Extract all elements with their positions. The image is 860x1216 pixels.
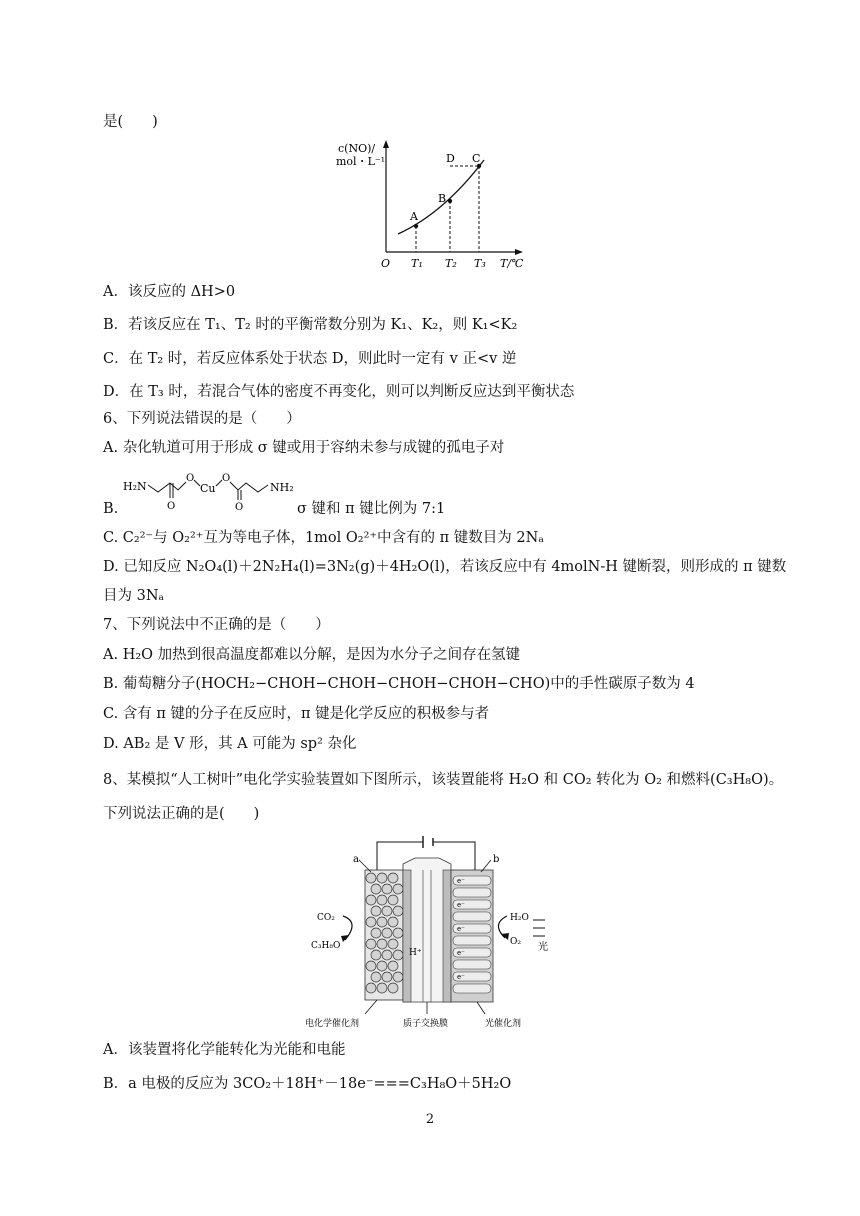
- struct-o2: O: [186, 473, 195, 484]
- o2-label: O₂: [510, 937, 521, 947]
- question-lead: 是( ): [103, 114, 158, 130]
- page-number: 2: [425, 1112, 435, 1127]
- tick-t1: T₁: [411, 257, 423, 270]
- co2-label: CO₂: [317, 913, 335, 923]
- electron-2: e⁻: [457, 901, 465, 909]
- x-axis-label: T/℃: [500, 257, 524, 270]
- q6-stem: 6、下列说法错误的是（ ）: [103, 411, 301, 427]
- q7-option-d: D. AB₂ 是 V 形，其 A 可能为 sp² 杂化: [103, 736, 357, 752]
- electron-1: e⁻: [457, 877, 465, 885]
- struct-o3: O: [222, 473, 231, 484]
- q7-stem: 7、下列说法中不正确的是（ ）: [103, 617, 330, 633]
- q8-option-a: A．该装置将化学能转化为光能和电能: [103, 1042, 346, 1058]
- struct-o1: O: [167, 501, 176, 512]
- electron-4: e⁻: [457, 949, 465, 957]
- q5-option-a: A．该反应的 ΔH>0: [103, 284, 236, 300]
- struct-nh2: NH₂: [270, 481, 294, 494]
- struct-h2n: H₂N: [123, 480, 147, 493]
- point-d-label: D: [446, 152, 455, 165]
- point-c-label: C: [472, 152, 481, 165]
- q6-option-d-line1: D. 已知反应 N₂O₄(l)＋2N₂H₄(l)=3N₂(g)＋4H₂O(l)，若该反应中有 4molN-H 键断裂，则形成的 π 键数: [103, 559, 787, 575]
- artificial-leaf-diagram: [305, 832, 555, 1030]
- y-axis-label-1: c(NO)/: [338, 142, 376, 155]
- concentration-temperature-chart: [334, 138, 530, 274]
- label-electrochemical-catalyst: 电化学催化剂: [305, 1019, 360, 1029]
- q6-option-b-label: B.: [103, 501, 119, 517]
- q8-stem-line1: 8、某模拟“人工树叶”电化学实验装置如下图所示，该装置能将 H₂O 和 CO₂ 转化为 O₂ 和燃料(C₃H₈O)。: [103, 772, 784, 788]
- struct-o4: O: [235, 502, 244, 513]
- q6-option-b-text: σ 键和 π 键比例为 7:1: [297, 501, 446, 517]
- q7-option-b: B. 葡萄糖分子(HOCH₂−CHOH−CHOH−CHOH−CHOH−CHO)中的手性碳原子数为 4: [103, 676, 695, 692]
- electron-5: e⁻: [457, 973, 465, 981]
- label-proton-membrane: 质子交换膜: [403, 1019, 449, 1029]
- q5-option-c: C．在 T₂ 时，若反应体系处于状态 D，则此时一定有 v 正<v 逆: [103, 351, 517, 367]
- point-b-label: B: [438, 192, 447, 205]
- label-photocatalyst: 光催化剂: [485, 1019, 522, 1029]
- h2o-label: H₂O: [510, 913, 529, 923]
- tick-t3: T₃: [474, 257, 486, 270]
- light-label: 光: [538, 942, 548, 953]
- c3h8o-label: C₃H₈O: [311, 941, 341, 951]
- electron-3: e⁻: [457, 925, 465, 933]
- point-a-label: A: [410, 210, 418, 223]
- glycine-copper-structure: [120, 468, 295, 514]
- q5-option-d: D．在 T₃ 时，若混合气体的密度不再变化，则可以判断反应达到平衡状态: [103, 384, 575, 400]
- q5-option-b: B．若该反应在 T₁、T₂ 时的平衡常数分别为 K₁、K₂，则 K₁<K₂: [103, 317, 518, 333]
- electrode-a-label: a: [353, 854, 359, 865]
- tick-t2: T₂: [445, 257, 457, 270]
- q6-option-c: C. C₂²⁻与 O₂²⁺互为等电子体，1mol O₂²⁺中含有的 π 键数目为 2Nₐ: [103, 530, 544, 546]
- origin-label: O: [381, 257, 391, 270]
- electrode-b-label: b: [493, 854, 500, 865]
- struct-cu: Cu: [200, 482, 216, 495]
- hplus-label: H⁺: [409, 948, 422, 958]
- q6-option-d-line2: 目为 3Nₐ: [103, 588, 165, 604]
- y-axis-label-2: mol・L⁻¹: [336, 155, 386, 168]
- q7-option-c: C. 含有 π 键的分子在反应时，π 键是化学反应的积极参与者: [103, 706, 490, 722]
- q8-stem-line2: 下列说法正确的是( ): [103, 806, 260, 822]
- q6-option-a: A. 杂化轨道可用于形成 σ 键或用于容纳未参与成键的孤电子对: [103, 440, 505, 456]
- q8-option-b: B．a 电极的反应为 3CO₂＋18H⁺－18e⁻===C₃H₈O＋5H₂O: [103, 1076, 512, 1092]
- q7-option-a: A. H₂O 加热到很高温度都难以分解，是因为水分子之间存在氢键: [103, 647, 521, 663]
